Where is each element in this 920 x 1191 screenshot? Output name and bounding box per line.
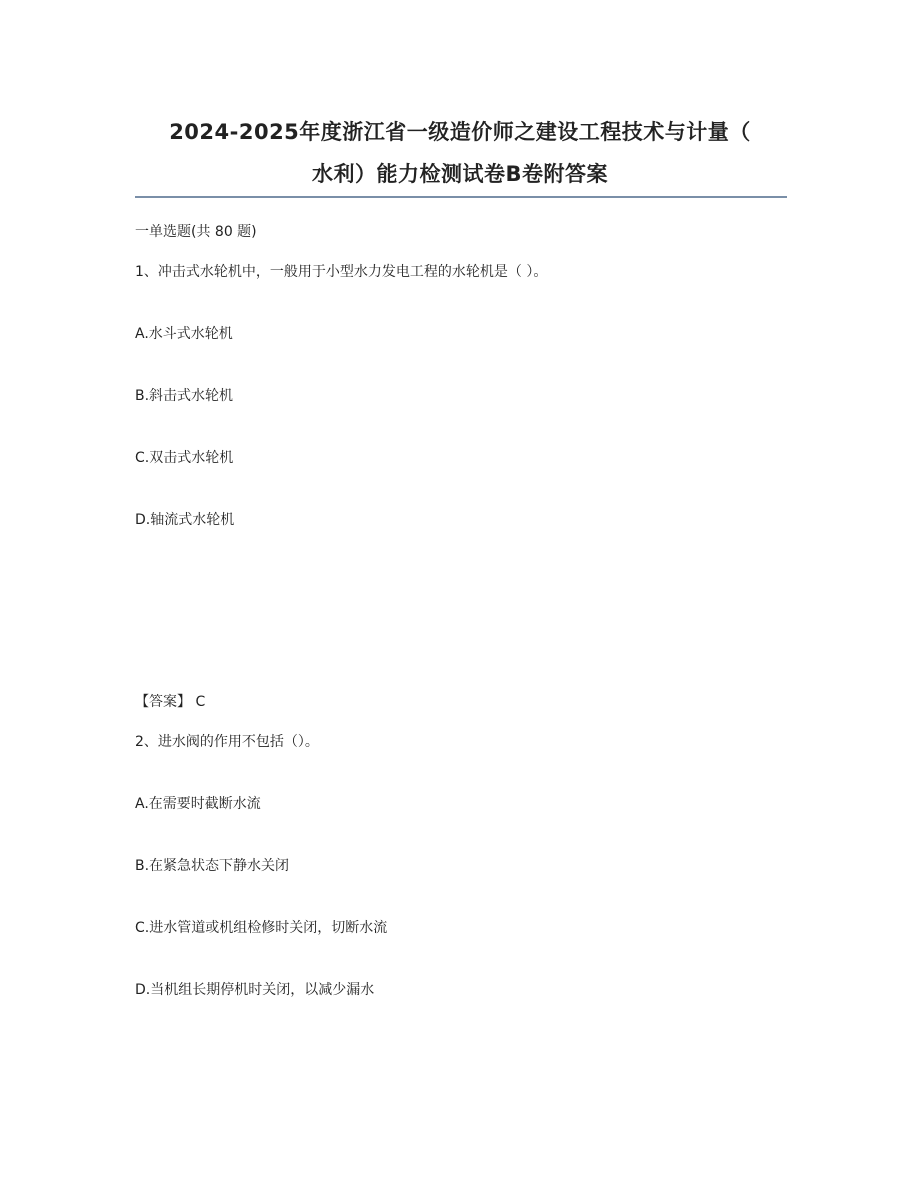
question-1-option-c: C.双击式水轮机 — [135, 450, 234, 466]
question-1-option-d: D.轴流式水轮机 — [135, 512, 235, 528]
question-1-option-a: A.水斗式水轮机 — [135, 326, 233, 342]
document-title-line-2: 水利）能力检测试卷B卷附答案 — [311, 162, 608, 186]
question-1-option-b: B.斜击式水轮机 — [135, 388, 234, 404]
question-1-stem: 1、冲击式水轮机中，一般用于小型水力发电工程的水轮机是（ ）。 — [135, 264, 548, 280]
question-2-option-b: B.在紧急状态下静水关闭 — [135, 858, 290, 874]
question-2-option-a: A.在需要时截断水流 — [135, 796, 261, 812]
question-2-option-c: C.进水管道或机组检修时关闭，切断水流 — [135, 920, 388, 936]
document-title-line-1: 2024-2025年度浙江省一级造价师之建设工程技术与计量（ — [169, 120, 751, 144]
question-1-answer: 【答案】 C — [135, 694, 206, 710]
question-2-stem: 2、进水阀的作用不包括（）。 — [135, 734, 319, 750]
section-heading: 一单选题(共 80 题) — [135, 224, 257, 240]
title-divider — [135, 196, 787, 198]
question-2-option-d: D.当机组长期停机时关闭，以减少漏水 — [135, 982, 375, 998]
